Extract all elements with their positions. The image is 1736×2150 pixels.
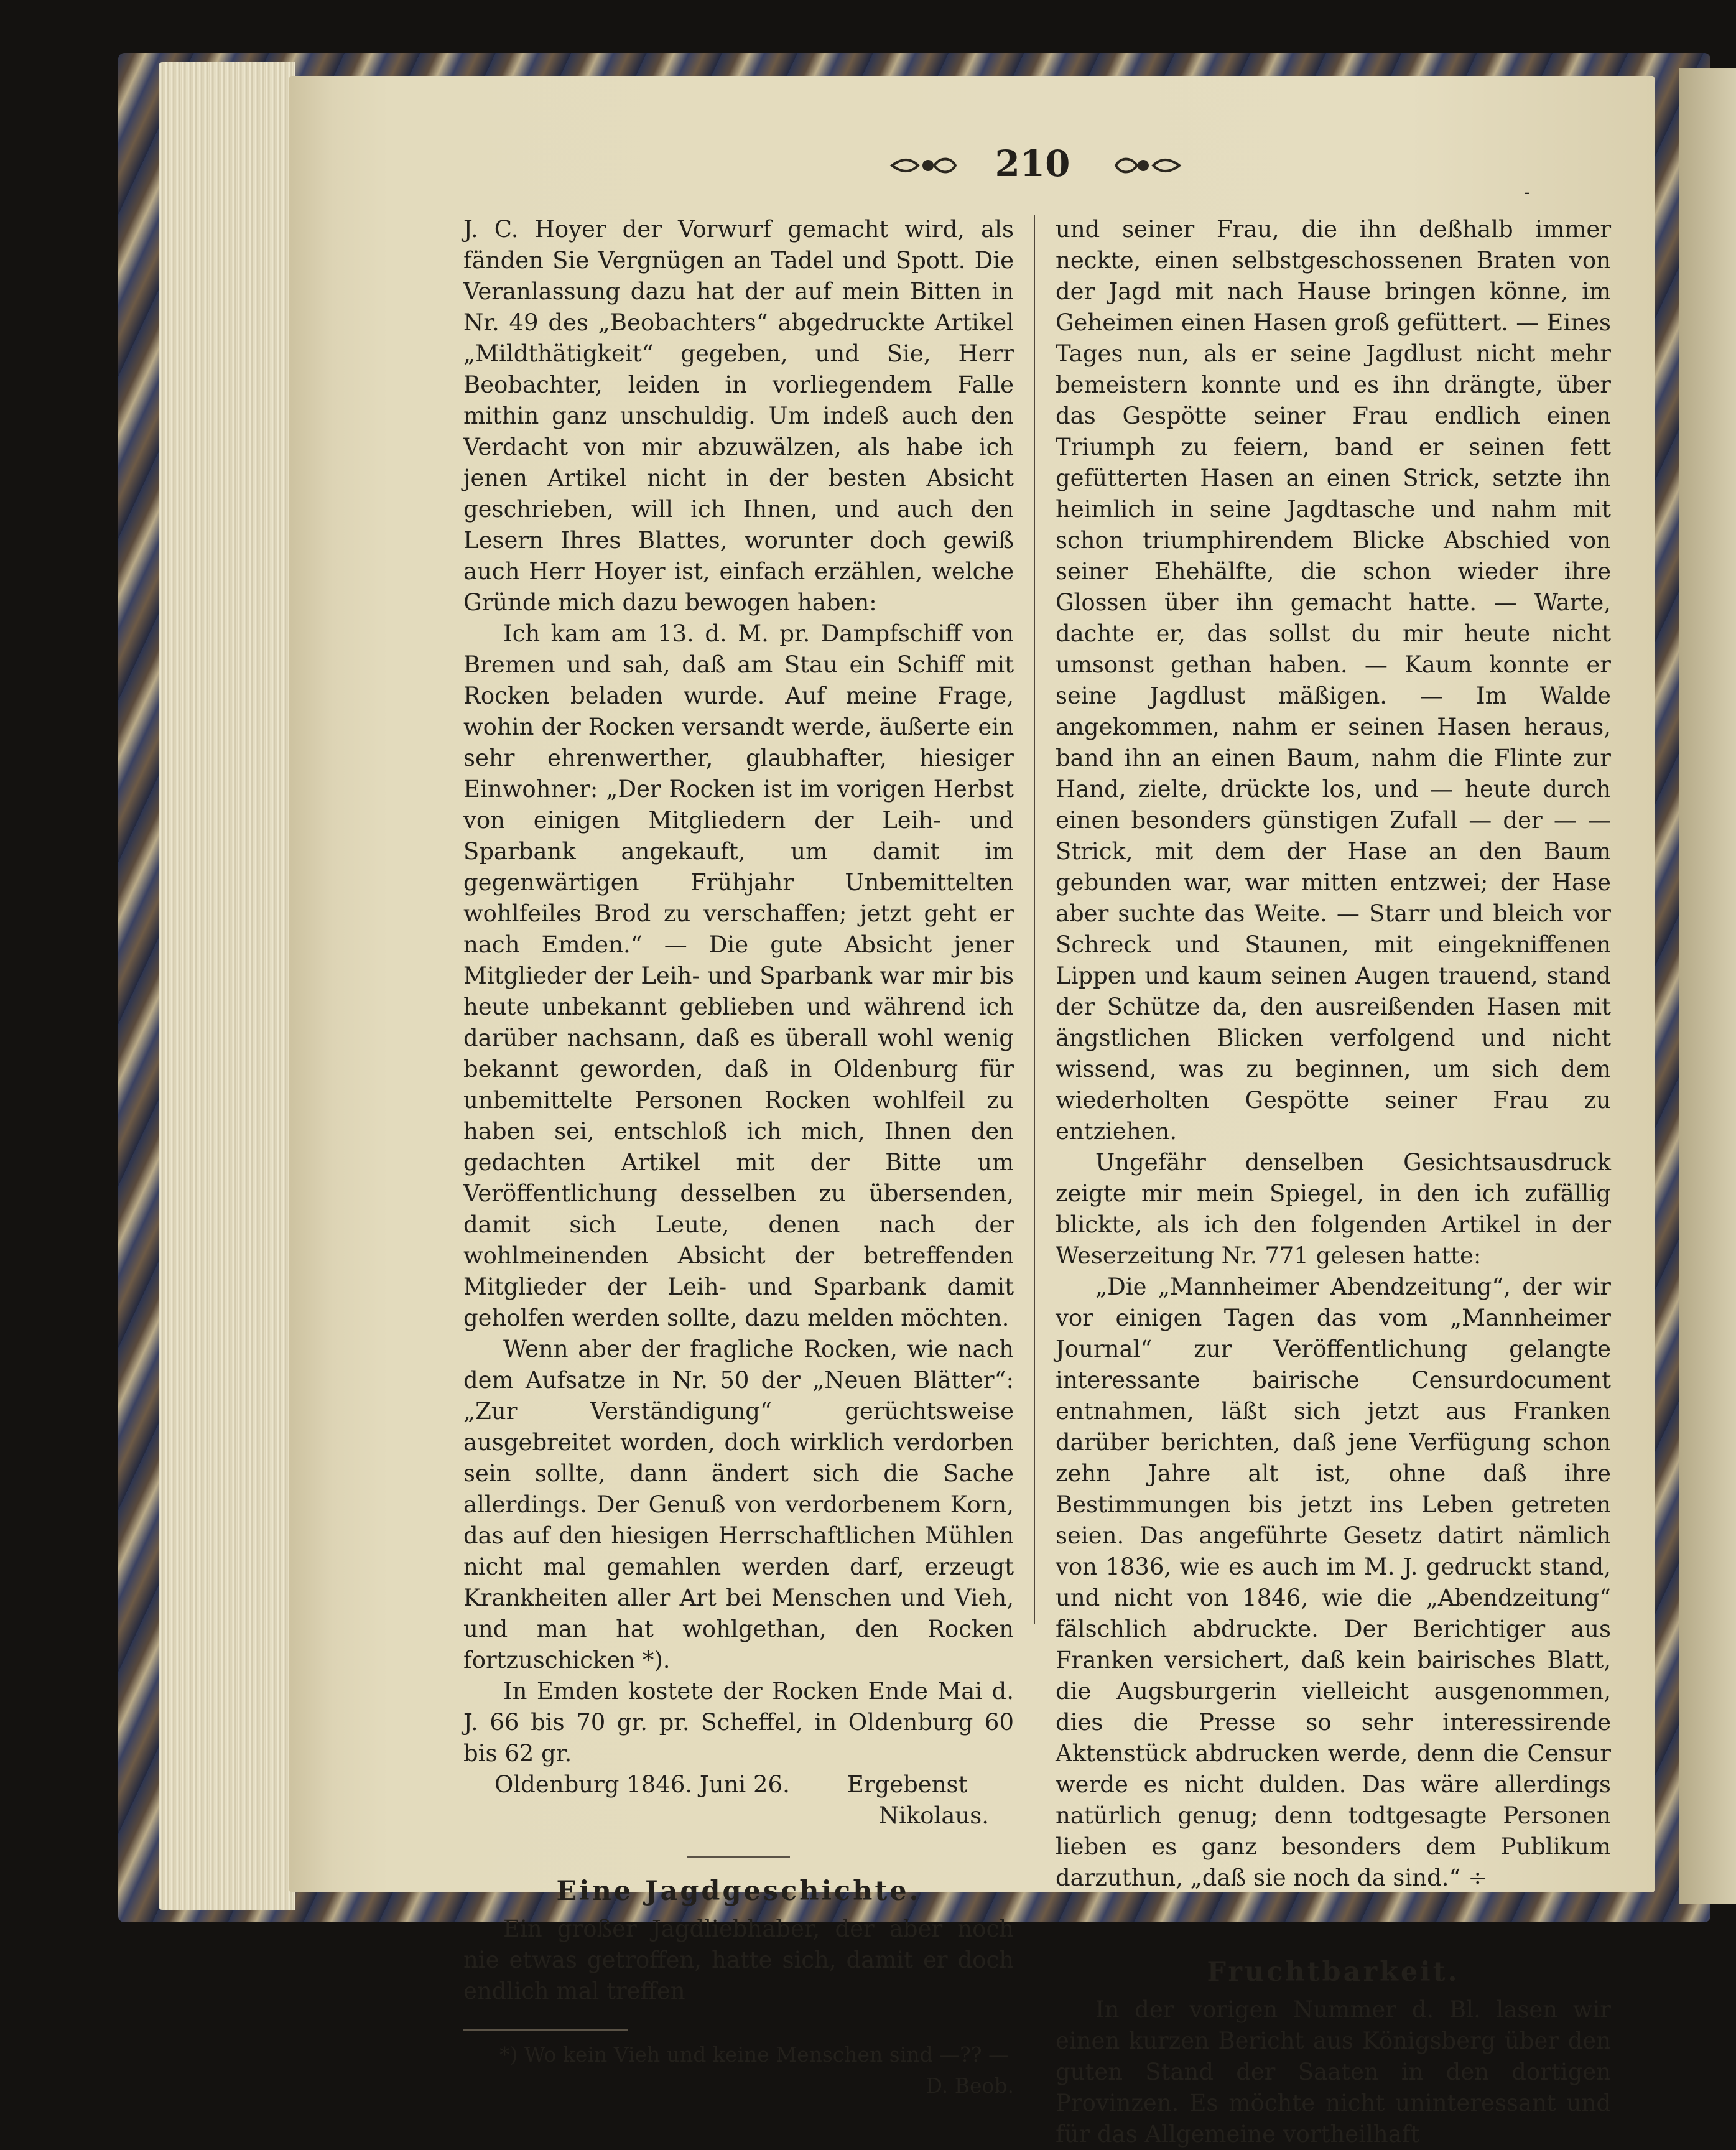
- spacer: [463, 1831, 1014, 1856]
- margin-mark: -: [1524, 182, 1531, 203]
- page-number: 210: [995, 142, 1070, 185]
- date-line: [463, 1769, 1014, 1800]
- section-heading: Fruchtbarkeit.: [1207, 1957, 1460, 1988]
- paragraph: In der vorigen Nummer d. Bl. lasen wir einen kurzen Bericht aus Königsberg über den guten Stand der Saaten in den dortigen Provinzen. Es möchte nicht uninteressant und für das Allgemeine vortheilhaft: [1056, 1996, 1611, 2148]
- right-ornament-icon: [1113, 147, 1182, 184]
- left-column: [463, 214, 1014, 2101]
- footnote-signature: D. Beob.: [926, 2073, 1014, 2098]
- column-divider: [1034, 215, 1035, 1624]
- paragraph: In Emden kostete der Rocken Ende Mai d. J. 66 bis 70 gr. pr. Scheffel, in Oldenburg 60 bis 62 gr.: [463, 1678, 1014, 1767]
- footnote: *) Wo kein Vieh und keine Menschen sind —?? —: [499, 2042, 1010, 2067]
- spacer: [1056, 1894, 1611, 1947]
- dateline-text: Oldenburg 1846. Juni 26.: [494, 1771, 790, 1798]
- paragraph: „Die „Mannheimer Abendzeitung“, der wir vor einigen Tagen das vom „Mannheimer Journal“ zur Veröffentlichung gelangte interessante bairische Censurdocument entnahmen, läßt sich jetzt aus Franken darüber berichten, daß jene Verfügung schon zehn Jahre alt ist, ohne daß ihre Bestimmungen bis jetzt ins Leben getreten seien. Das angeführte Gesetz datirt nämlich von 1836, wie es auch im M. J. gedruckt stand, und nicht von 1846, wie die „Abendzeitung“ fälschlich abdruckte. Der Berichtiger aus Franken versichert, daß kein bairisches Blatt, die Augsburgerin vielleicht ausgenommen, dies die Presse so sehr interessirende Aktenstück abdrucken werde, denn die Censur werde es nicht dulden. Das wäre allerdings natürlich genug; denn todtgesagte Personen lieben es ganz besonders dem Publikum darzuthun, „daß sie noch da sind.“ ÷: [1056, 1273, 1611, 1891]
- paragraph: Ein großer Jagdliebhaber, der aber noch nie etwas getroffen, hatte sich, damit er doch endlich mal treffen: [463, 1915, 1014, 2004]
- page-edges: [159, 62, 295, 1910]
- paragraph: Ungefähr denselben Gesichtsausdruck zeigte mir mein Spiegel, in den ich zufällig blickte, als ich den folgenden Artikel in der Weserzeitung Nr. 771 gelesen hatte:: [1056, 1149, 1611, 1269]
- footnote-rule: [463, 2029, 628, 2031]
- paragraph: Wenn aber der fragliche Rocken, wie nach dem Aufsatze in Nr. 50 der „Neuen Blätter“: „Zur Verständigung“ gerüchtsweise ausgebreitet worden, doch wirklich verdorben sein sollte, dann ändert sich die Sache allerdings. Der Genuß von verdorbenem Korn, das auf den hiesigen Herrschaftlichen Mühlen nicht mal gemahlen werden darf, erzeugt Krankheiten aller Art bei Menschen und Vieh, und man hat wohlgethan, den Rocken fortzuschicken *).: [463, 1336, 1014, 1673]
- paragraph: J. C. Hoyer der Vorwurf gemacht wird, als fänden Sie Vergnügen an Tadel und Spott. Die Veranlassung dazu hat der auf mein Bitten in Nr. 49 des „Beobachters“ abgedruckte Artikel „Mildthätigkeit“ gegeben, und Sie, Herr Beobachter, leiden in vorliegendem Falle mithin ganz unschuldig. Um indeß auch den Verdacht von mir abzuwälzen, als habe ich jenen Artikel nicht in der besten Absicht geschrieben, will ich Ihnen, und auch den Lesern Ihres Blattes, worunter doch gewiß auch Herr Hoyer ist, einfach erzählen, welche Gründe mich dazu bewogen haben:: [463, 216, 1014, 616]
- closing-text: Ergebenst: [847, 1771, 968, 1798]
- facing-page-edge: [1679, 68, 1736, 1904]
- paragraph: Ich kam am 13. d. M. pr. Dampfschiff von Bremen und sah, daß am Stau ein Schiff mit Rocken beladen wurde. Auf meine Frage, wohin der Rocken versandt werde, äußerte ein sehr ehrenwerther, glaubhafter, hiesiger Einwohner: „Der Rocken ist im vorigen Herbst von einigen Mitgliedern der Leih- und Sparbank angekauft, um damit im gegenwärtigen Frühjahr Unbemittelten wohlfeiles Brod zu verschaffen; jetzt geht er nach Emden.“ — Die gute Absicht jener Mitglieder der Leih- und Sparbank war mir bis heute unbekannt geblieben und während ich darüber nachsann, daß es überall wohl wenig bekannt geworden, daß in Oldenburg für unbemittelte Personen Rocken wohlfeil zu haben sei, entschloß ich mich, Ihnen den gedachten Artikel mit der Bitte um Veröffentlichung desselben zu übersenden, damit sich Leute, denen nach der wohlmeinenden Absicht der betreffenden Mitglieder der Leih- und Sparbank damit geholfen werden sollte, dazu melden möchten.: [463, 620, 1014, 1331]
- paragraph: und seiner Frau, die ihn deßhalb immer neckte, einen selbstgeschossenen Braten von der Jagd mit nach Hause bringen könne, im Geheimen einen Hasen groß gefüttert. — Eines Tages nun, als er seine Jagdlust nicht mehr bemeistern konnte und es ihn drängte, über das Gespötte seiner Frau endlich einen Triumph zu feiern, band er seinen fett gefütterten Hasen an einen Strick, setzte ihn heimlich in seine Jagdtasche und nahm mit schon triumphirendem Blicke Abschied von seiner Ehehälfte, die schon wieder ihre Glossen über ihn gemacht hatte. — Warte, dachte er, das sollst du mir heute nicht umsonst gethan haben. — Kaum konnte er seine Jagdlust mäßigen. — Im Walde angekommen, nahm er seinen Hasen heraus, band ihn an einen Baum, nahm die Flinte zur Hand, zielte, drückte los, und — heute durch einen besonders günstigen Zufall — der — — Strick, mit dem der Hase an den Baum gebunden war, war mitten entzwei; der Hase aber suchte das Weite. — Starr und bleich vor Schreck und Staunen, mit eingekniffenen Lippen und kaum seinen Augen trauend, stand der Schütze da, den ausreißenden Hasen mit ängstlichen Blicken verfolgend und nicht wissend, was zu beginnen, um sich dem wiederholten Gespötte seiner Frau zu entziehen.: [1056, 216, 1611, 1145]
- right-column: [1056, 214, 1611, 2150]
- left-ornament-icon: [889, 147, 958, 184]
- section-divider: [687, 1856, 790, 1858]
- section-heading: Eine Jagdgeschichte.: [556, 1876, 921, 1907]
- signature: Nikolaus.: [878, 1802, 989, 1829]
